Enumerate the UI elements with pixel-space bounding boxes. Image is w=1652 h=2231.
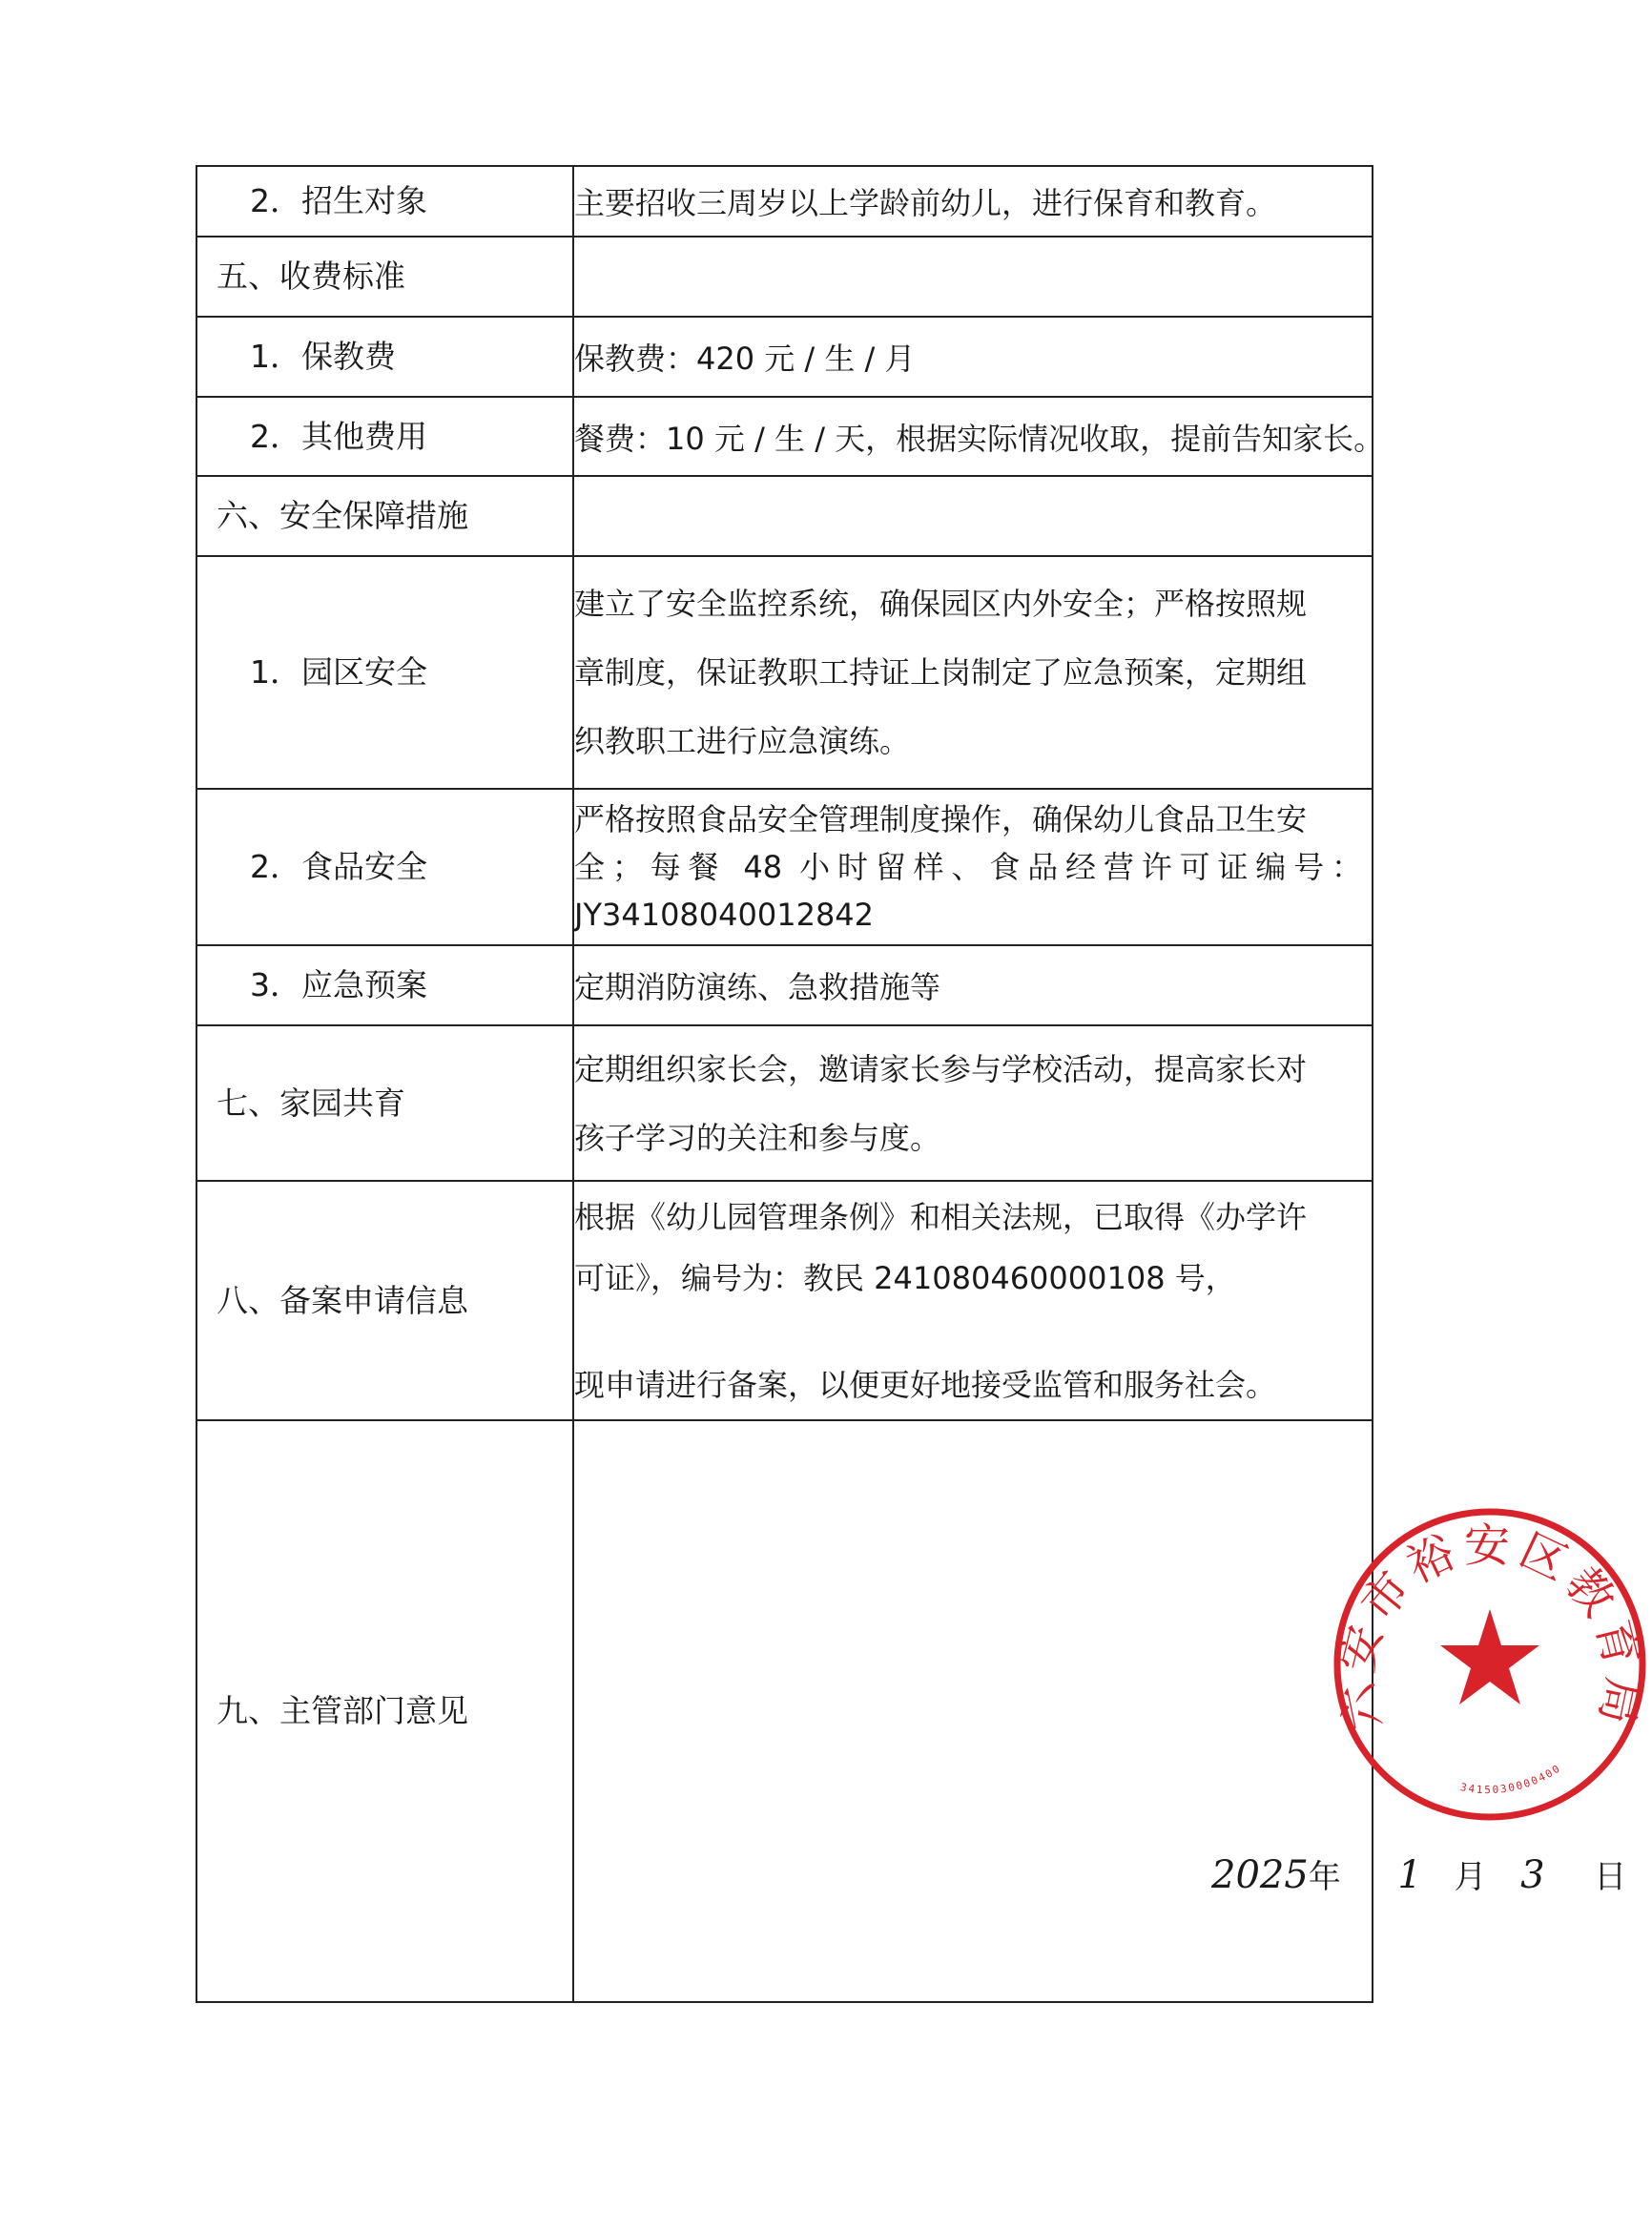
row-food-safety bbox=[196, 789, 1373, 945]
row-tuition bbox=[196, 317, 1373, 397]
campus-safety-line-2: 章制度，保证教职工持证上岗制定了应急预案，定期组 bbox=[574, 654, 1308, 691]
other-fees-label: 2．其他费用 bbox=[196, 397, 573, 476]
campus-safety-value bbox=[573, 556, 1373, 789]
filing-form-table bbox=[196, 165, 1651, 2003]
filing-info-line-1: 根据《幼儿园管理条例》和相关法规，已取得《办学许 bbox=[574, 1198, 1308, 1235]
date-day-char: 日 bbox=[1594, 1858, 1627, 1896]
other-fees-value: 餐费：10 元 / 生 / 天，根据实际情况收取，提前告知家长。 bbox=[573, 397, 1373, 476]
home-school-label: 七、家园共育 bbox=[196, 1025, 573, 1181]
seal-star-icon bbox=[1440, 1609, 1539, 1704]
filing-info-line-2: 可证》，编号为：教民 241080460000108 号， bbox=[574, 1259, 1236, 1296]
row-other-fees bbox=[196, 397, 1373, 476]
date-year-handwritten: 2025 bbox=[1211, 1853, 1309, 1897]
fees-section-empty-cell bbox=[573, 237, 1373, 317]
home-school-line-2: 孩子学习的关注和参与度。 bbox=[574, 1119, 941, 1156]
food-safety-line-1: 严格按照食品安全管理制度操作，确保幼儿食品卫生安 bbox=[574, 801, 1308, 837]
row-fees-section bbox=[196, 237, 1373, 317]
filing-info-label: 八、备案申请信息 bbox=[196, 1181, 573, 1420]
safety-section-heading: 六、安全保障措施 bbox=[196, 476, 573, 556]
home-school-value bbox=[573, 1025, 1373, 1181]
signature-date bbox=[1211, 1850, 1626, 1897]
safety-section-empty-cell bbox=[573, 476, 1373, 556]
row-emergency-plan bbox=[196, 945, 1373, 1025]
emergency-plan-label: 3．应急预案 bbox=[196, 945, 573, 1025]
row-enrollment-target bbox=[196, 166, 1373, 237]
supervisor-opinion-cell bbox=[573, 1420, 1651, 2002]
date-month-char: 月 bbox=[1454, 1858, 1487, 1896]
enrollment-target-value: 主要招收三周岁以上学龄前幼儿，进行保育和教育。 bbox=[573, 166, 1373, 237]
seal-number-path: 3415030000400 bbox=[1458, 1761, 1564, 1797]
fees-section-heading: 五、收费标准 bbox=[196, 237, 573, 317]
date-day-handwritten: 3 bbox=[1520, 1853, 1545, 1897]
home-school-line-1: 定期组织家长会，邀请家长参与学校活动，提高家长对 bbox=[574, 1050, 1308, 1087]
seal-text-path: 六安市裕安区教育局 bbox=[1329, 1518, 1651, 1735]
campus-safety-line-3: 织教职工进行应急演练。 bbox=[574, 723, 911, 759]
food-safety-line-3: JY34108040012842 bbox=[574, 897, 875, 933]
filing-info-value bbox=[573, 1181, 1373, 1420]
filing-info-line-3: 现申请进行备案，以便更好地接受监管和服务社会。 bbox=[574, 1366, 1277, 1403]
date-year-char: 年 bbox=[1308, 1858, 1341, 1896]
food-safety-label: 2．食品安全 bbox=[196, 789, 573, 945]
row-campus-safety bbox=[196, 556, 1373, 789]
row-filing-info bbox=[196, 1181, 1373, 1420]
official-seal bbox=[1328, 1502, 1652, 1827]
enrollment-target-label: 2．招生对象 bbox=[196, 166, 573, 237]
campus-safety-label: 1．园区安全 bbox=[196, 556, 573, 789]
tuition-label: 1．保教费 bbox=[196, 317, 573, 397]
food-safety-value bbox=[573, 789, 1373, 945]
row-home-school bbox=[196, 1025, 1373, 1181]
emergency-plan-value: 定期消防演练、急救措施等 bbox=[573, 945, 1373, 1025]
row-safety-section bbox=[196, 476, 1373, 556]
tuition-value: 保教费：420 元 / 生 / 月 bbox=[573, 317, 1373, 397]
row-supervisor-opinion bbox=[196, 1420, 1373, 2002]
campus-safety-line-1: 建立了安全监控系统，确保园区内外安全；严格按照规 bbox=[574, 586, 1308, 622]
date-month-handwritten: 1 bbox=[1397, 1853, 1422, 1897]
supervisor-opinion-label: 九、主管部门意见 bbox=[196, 1420, 573, 2002]
food-safety-line-2: 全；每餐 48 小时留样、食品经营许可证编号： bbox=[574, 849, 1362, 885]
seal-number bbox=[1459, 1762, 1563, 1796]
